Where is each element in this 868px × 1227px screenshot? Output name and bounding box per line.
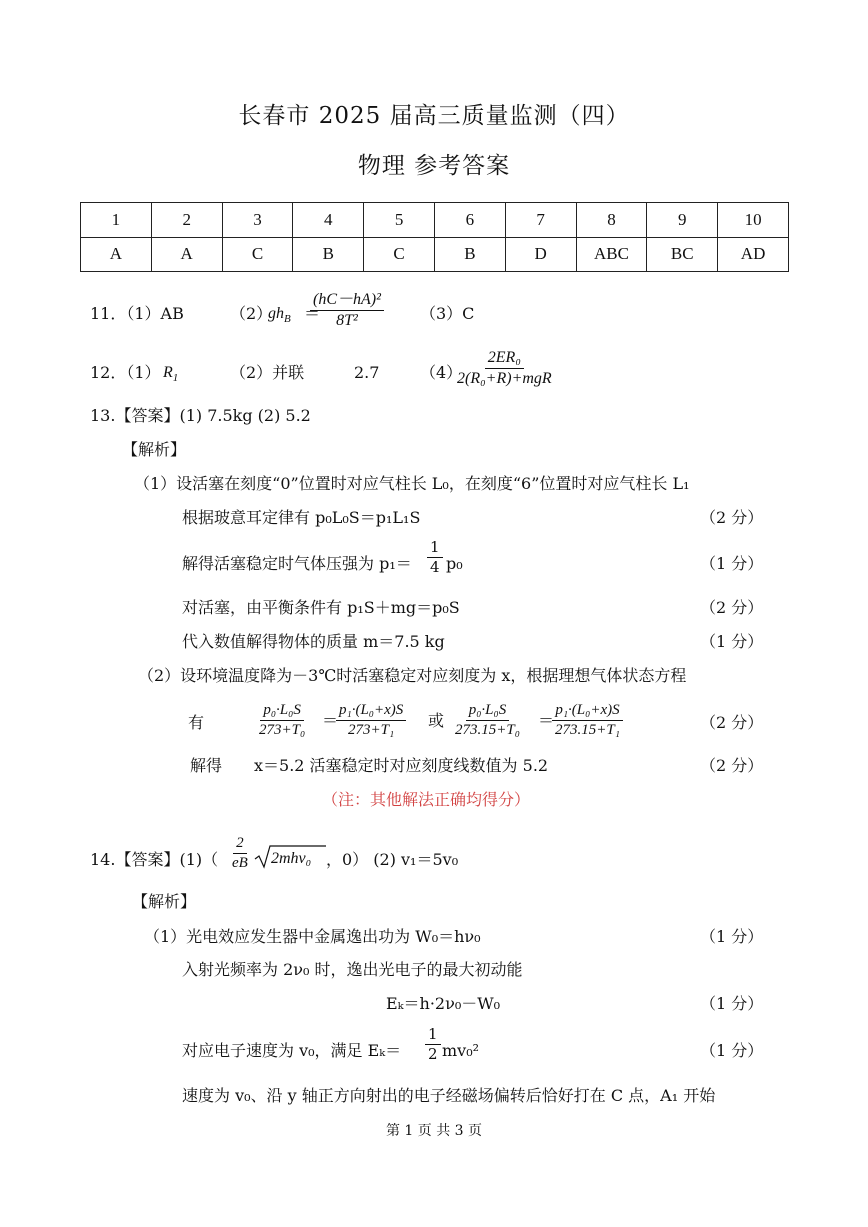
q13-line3-fraction: [427, 539, 443, 575]
table-cell: C: [364, 237, 435, 272]
q12-var: R: [163, 364, 173, 381]
q13-f3-numerator: p₀·L₀S: [466, 702, 510, 721]
table-cell: AD: [718, 237, 789, 272]
q13-line5-score: （1 分）: [700, 632, 764, 651]
table-cell: 1: [81, 203, 152, 238]
q13-fraction-1: [256, 702, 308, 738]
q14-line4-numerator: 1: [425, 1026, 441, 1045]
table-cell: 3: [222, 203, 293, 238]
q13-f2-numerator: p₁·(L₀+x)S: [336, 702, 406, 721]
q13-line4-score: （2 分）: [700, 598, 764, 617]
q13-note: （注：其他解法正确均得分）: [322, 790, 531, 809]
q13-fraction-4: [552, 702, 623, 738]
q12-part3: 2.7: [354, 363, 380, 382]
q14-header-start: 14.【答案】(1)（: [90, 850, 219, 869]
table-row-numbers: [81, 203, 789, 238]
q13-line2-score: （2 分）: [700, 508, 764, 527]
table-cell: 6: [434, 203, 505, 238]
table-cell: 5: [364, 203, 435, 238]
table-cell: C: [222, 237, 293, 272]
q12-part1-label: 12．（1）: [90, 363, 161, 382]
q12-part4-label: （4）: [420, 363, 463, 382]
q13-f1-denominator: 273+T₀: [259, 721, 306, 738]
q12-part2: （2）并联: [230, 363, 305, 382]
q14-line4-tail: mv₀²: [442, 1041, 480, 1060]
q13-line2: 根据玻意耳定律有 p₀L₀S＝p₁L₁S: [182, 508, 421, 527]
q12-fraction: [454, 349, 555, 387]
q11-part2-label: （2）: [230, 304, 273, 323]
q14-numerator: 2: [233, 835, 247, 854]
q13-line7-score: （2 分）: [700, 713, 764, 732]
page-title: 长春市 2025 届高三质量监测（四）: [238, 103, 630, 129]
table-cell: ABC: [576, 237, 647, 272]
table-cell: BC: [647, 237, 718, 272]
q13-analysis-label: 【解析】: [122, 440, 187, 459]
q13-f2-denominator: 273+T₁: [348, 721, 395, 738]
q14-line4-fraction: [425, 1026, 441, 1062]
q14-fraction: [229, 835, 251, 871]
page-footer: 第 1 页 共 3 页: [385, 1123, 483, 1139]
q11-lhs-sub: B: [284, 313, 291, 326]
table-cell: 4: [293, 203, 364, 238]
q13-line7-you: 有: [188, 713, 205, 732]
q13-line8-label: 解得: [190, 756, 223, 775]
table-cell: 9: [647, 203, 718, 238]
q13-f3-denominator: 273.15+T₀: [455, 721, 520, 738]
answer-table: [80, 202, 789, 272]
q13-or: 或: [428, 711, 445, 730]
q12-numerator: 2ER₀: [485, 349, 524, 369]
q13-line3-numerator: 1: [427, 539, 443, 558]
page-subtitle: 物理 参考答案: [357, 153, 511, 179]
q11-numerator: (hC－hA)²: [310, 291, 384, 311]
q13-equals-2: ＝: [538, 711, 555, 730]
q13-fraction-2: [336, 702, 406, 738]
q11-lhs-var: gh: [268, 305, 284, 322]
table-cell: 2: [151, 203, 222, 238]
q13-equals-1: ＝: [322, 711, 339, 730]
q11-denominator: 8T²: [336, 311, 358, 329]
q13-header: 13.【答案】(1) 7.5kg (2) 5.2: [90, 406, 311, 425]
table-cell: D: [505, 237, 576, 272]
q13-f4-denominator: 273.15+T₁: [555, 721, 620, 738]
q14-header-end: ，0） (2) v₁＝5v₀: [326, 850, 459, 869]
q12-sub: 1: [172, 372, 179, 385]
q13-line3-tail: p₀: [446, 554, 463, 573]
q13-line5: 代入数值解得物体的质量 m＝7.5 kg: [182, 632, 445, 651]
q14-sqrt-content: 2mhv₀: [271, 850, 312, 867]
q14-line4-score: （1 分）: [700, 1041, 764, 1060]
table-cell: B: [293, 237, 364, 272]
table-cell: B: [434, 237, 505, 272]
q14-line2: 入射光频率为 2ν₀ 时，逸出光电子的最大初动能: [182, 960, 523, 979]
q13-line3: 解得活塞稳定时气体压强为 p₁＝: [182, 554, 412, 573]
table-cell: 10: [718, 203, 789, 238]
q14-line3: Eₖ＝h·2ν₀－W₀: [386, 994, 501, 1013]
q11-part1: 11．（1）AB: [90, 304, 184, 323]
q14-line1-score: （1 分）: [700, 927, 764, 946]
q14-line4: 对应电子速度为 v₀，满足 Eₖ＝: [182, 1041, 402, 1060]
q11-formula-lhs: [268, 305, 291, 326]
q11-fraction: [310, 291, 384, 329]
table-cell: A: [151, 237, 222, 272]
q12-part1-answer: [163, 364, 178, 385]
q14-line1: （1）光电效应发生器中金属逸出功为 W₀＝hν₀: [144, 927, 481, 946]
table-cell: A: [81, 237, 152, 272]
q11-part3: （3）C: [420, 304, 475, 323]
q13-line6: （2）设环境温度降为－3℃时活塞稳定对应刻度为 x，根据理想气体状态方程: [138, 666, 687, 685]
q14-denominator: eB: [232, 854, 248, 871]
q13-line8-result: x＝5.2 活塞稳定时对应刻度线数值为 5.2: [254, 756, 549, 775]
table-cell: 8: [576, 203, 647, 238]
q13-line3-score: （1 分）: [700, 554, 764, 573]
q13-line1: （1）设活塞在刻度“0”位置时对应气柱长 L₀，在刻度“6”位置时对应气柱长 L₁: [134, 474, 690, 493]
q13-line4: 对活塞，由平衡条件有 p₁S＋mg＝p₀S: [182, 598, 460, 617]
q13-f4-numerator: p₁·(L₀+x)S: [552, 702, 622, 721]
q13-line3-denominator: 4: [430, 557, 440, 576]
q13-fraction-3: [452, 702, 523, 738]
table-cell: 7: [505, 203, 576, 238]
q14-line4-denominator: 2: [428, 1044, 438, 1063]
q13-f1-numerator: p₀·L₀S: [260, 702, 304, 721]
q13-line8-score: （2 分）: [700, 756, 764, 775]
q14-line3-score: （1 分）: [700, 994, 764, 1013]
q14-analysis-label: 【解析】: [132, 892, 197, 911]
q14-line5: 速度为 v₀、沿 y 轴正方向射出的电子经磁场偏转后恰好打在 C 点，A₁ 开始: [182, 1086, 716, 1105]
table-row-answers: [81, 237, 789, 272]
q12-denominator: 2(R₀+R)+mgR: [457, 369, 552, 387]
q11-equals: ＝: [304, 304, 321, 323]
